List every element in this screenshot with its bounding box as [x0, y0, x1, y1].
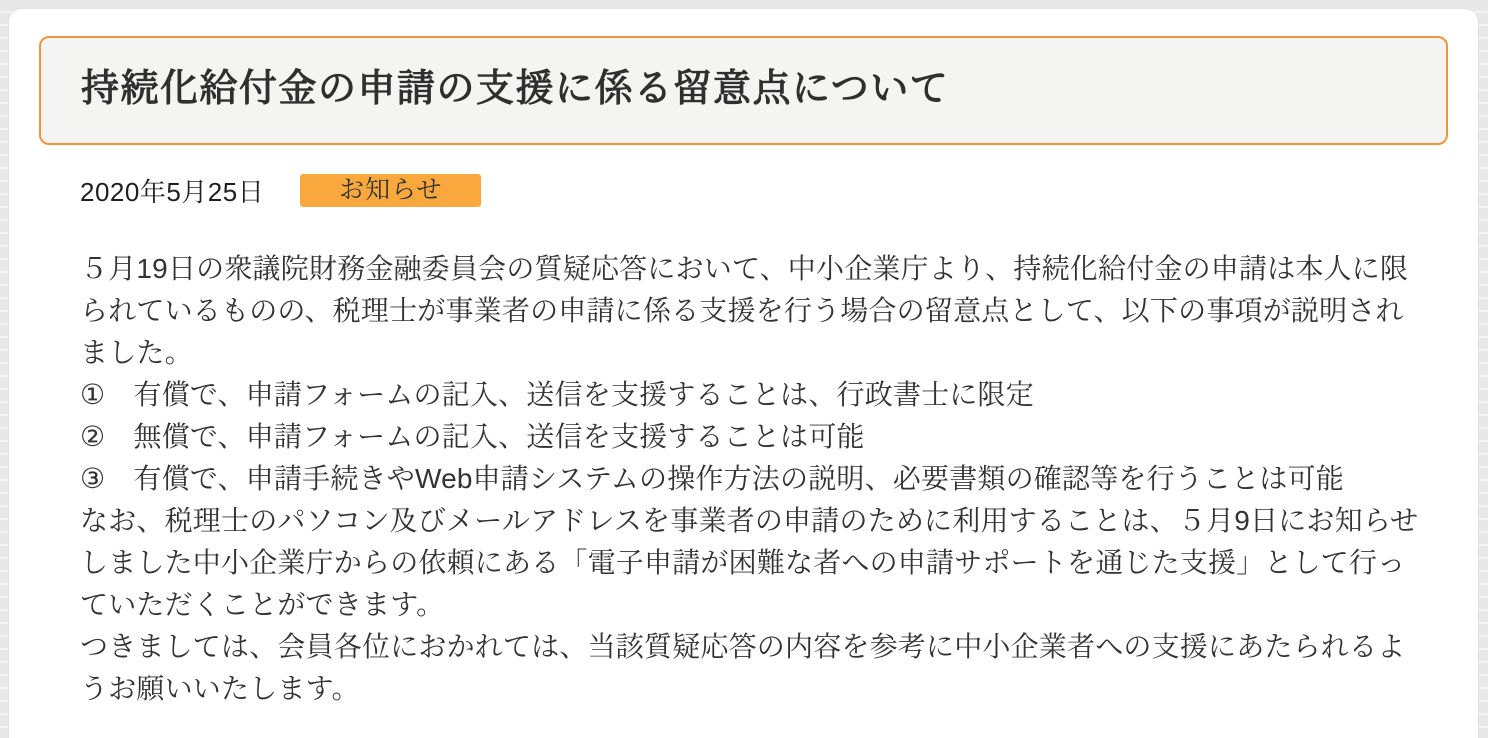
page-title: 持続化給付金の申請の支援に係る留意点について — [81, 68, 950, 110]
article-paragraph-1: ５月19日の衆議院財務金融委員会の質疑応答において、中小企業庁より、持続化給付金の申請は本人に限られているものの、税理士が事業者の申請に係る支援を行う場合の留意点として、以下の事項が説明されました。 — [80, 252, 1409, 368]
article-date: 2020年5月25日 — [80, 176, 265, 207]
article-list-item-3: ③ 有償で、申請手続きやWeb申請システムの操作方法の説明、必要書類の確認等を行うことは可能 — [80, 462, 1345, 494]
article-body — [80, 248, 1429, 710]
article-meta — [80, 172, 1448, 209]
category-badge[interactable]: お知らせ — [300, 174, 481, 207]
content-card — [8, 8, 1479, 738]
article-list-item-1: ① 有償で、申請フォームの記入、送信を支援することは、行政書士に限定 — [80, 378, 1034, 410]
article-title-box — [39, 36, 1448, 145]
article-paragraph-2: なお、税理士のパソコン及びメールアドレスを事業者の申請のために利用することは、５月9日にお知らせしました中小企業庁からの依頼にある「電子申請が困難な者への申請サポートを通じた支援」として行っていただくことができます。 — [80, 504, 1419, 620]
article-paragraph-3: つきましては、会員各位におかれては、当該質疑応答の内容を参考に中小企業者への支援にあたられるようお願いいたします。 — [80, 630, 1406, 704]
article-list-item-2: ② 無償で、申請フォームの記入、送信を支援することは可能 — [80, 420, 865, 452]
